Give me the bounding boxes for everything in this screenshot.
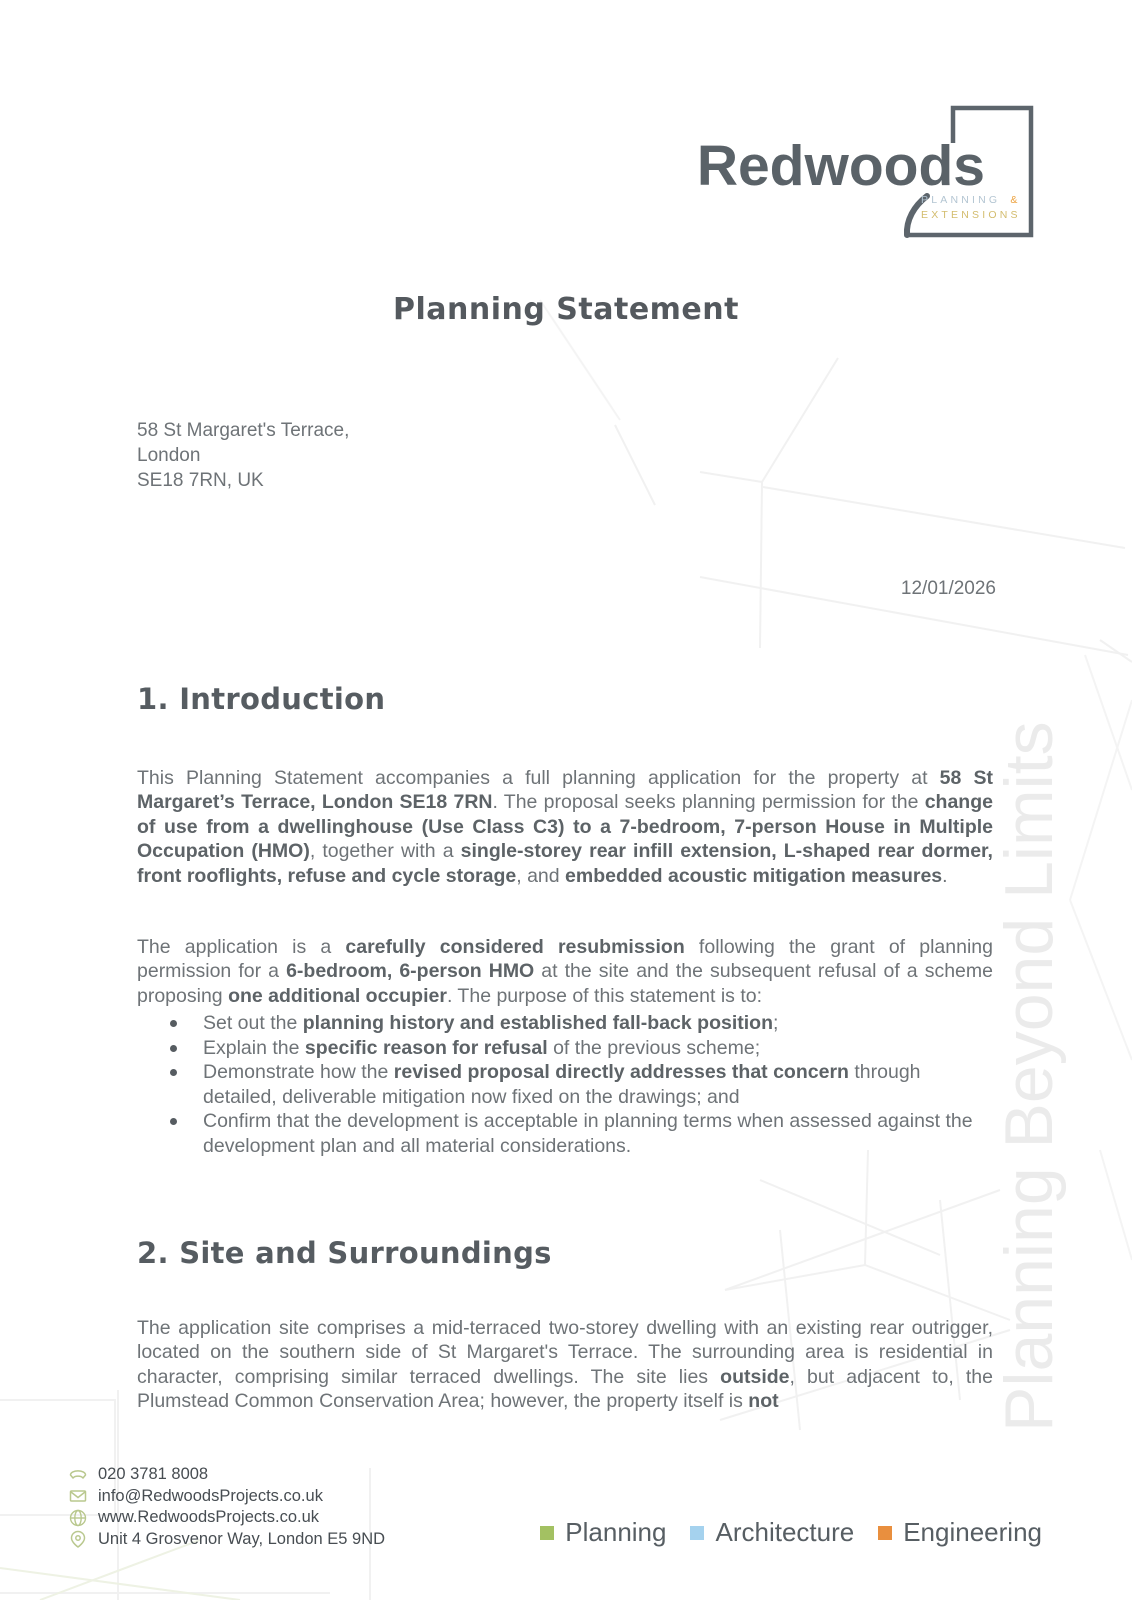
svg-text:PLANNING & [921, 194, 1021, 206]
purpose-bullet-list [137, 1011, 993, 1159]
bullet-item [137, 1011, 993, 1036]
service-label: Engineering [903, 1517, 1042, 1547]
service-item [878, 1517, 1042, 1548]
contact-text: 020 3781 8008 [98, 1465, 209, 1484]
email-icon [68, 1486, 88, 1506]
location-icon [68, 1529, 88, 1549]
site-address [137, 418, 349, 493]
bullet-item [137, 1036, 993, 1061]
footer-services [540, 1517, 1042, 1548]
page-title: Planning Statement [393, 292, 739, 327]
service-label: Planning [565, 1517, 667, 1547]
logo-wordmark: Redwoods [696, 134, 985, 198]
redwoods-logo [690, 95, 1050, 245]
address-line-3: SE18 7RN, UK [137, 470, 264, 491]
footer-contact-block [68, 1464, 385, 1550]
bullet-item [137, 1109, 993, 1158]
bullet-text: Demonstrate how the revised proposal directly addresses that concern through detailed, deliverable mitigation now fixed on the drawings; and [203, 1061, 921, 1108]
bullet-item [137, 1060, 993, 1109]
contact-text: www.RedwoodsProjects.co.uk [98, 1508, 320, 1527]
bullet-dot-icon [170, 1045, 177, 1052]
bullet-dot-icon [170, 1020, 177, 1027]
service-item [540, 1517, 666, 1548]
service-square-icon [540, 1526, 554, 1540]
svg-text:EXTENSIONS [921, 209, 1021, 221]
service-square-icon [690, 1526, 704, 1540]
contact-row [68, 1529, 385, 1551]
section-heading-site: 2. Site and Surroundings [137, 1236, 552, 1270]
bullet-text: Explain the specific reason for refusal of the previous scheme; [203, 1036, 761, 1059]
phone-icon [68, 1465, 88, 1485]
document-date: 12/01/2026 [900, 578, 996, 599]
logo-tagline-planning: PLANNING [921, 194, 1001, 206]
section-heading-introduction: 1. Introduction [137, 682, 386, 716]
intro-paragraph-2: The application is a carefully considered resubmission following the grant of planning permission for a 6-bedroom, 6-person HMO at the site and the subsequent refusal of a scheme proposing one additional occupier. The purpose of this statement is to: [137, 935, 993, 1007]
logo-tagline-amp: & [1010, 194, 1021, 206]
bullet-text: Set out the planning history and established fall-back position; [203, 1012, 779, 1034]
bullet-dot-icon [170, 1118, 177, 1125]
contact-row [68, 1486, 385, 1508]
logo-tagline-extensions: EXTENSIONS [921, 209, 1021, 221]
contact-text: info@RedwoodsProjects.co.uk [98, 1486, 323, 1505]
globe-icon [68, 1508, 88, 1528]
service-item [690, 1517, 854, 1548]
watermark-text: Planning Beyond Limits [991, 721, 1067, 1432]
bullet-dot-icon [170, 1069, 177, 1076]
service-square-icon [878, 1526, 892, 1540]
contact-row [68, 1507, 385, 1529]
bullet-text: Confirm that the development is acceptable in planning terms when assessed against the development plan and all material considerations. [203, 1110, 973, 1157]
site-paragraph-1: The application site comprises a mid-terraced two-storey dwelling with an existing rear outrigger, located on the southern side of St Margaret's Terrace. The surrounding area is residential in character, comprising similar terraced dwellings. The site lies outside, but adjacent to, the Plumstead Common Conservation Area; however, the property itself is not [137, 1316, 993, 1413]
contact-row [68, 1464, 385, 1486]
address-line-2: London [137, 445, 201, 466]
intro-paragraph-1: This Planning Statement accompanies a full planning application for the property at 58 St Margaret’s Terrace, London SE18 7RN. The proposal seeks planning permission for the change of use from a dwellinghouse (Use Class C3) to a 7-bedroom, 7-person House in Multiple Occupation (HMO), together with a single-storey rear infill extension, L-shaped rear dormer, front rooflights, refuse and cycle storage, and embedded acoustic mitigation measures. [137, 766, 993, 887]
contact-text: Unit 4 Grosvenor Way, London E5 9ND [98, 1529, 386, 1548]
address-line-1: 58 St Margaret's Terrace, [137, 420, 350, 441]
service-label: Architecture [715, 1517, 855, 1547]
